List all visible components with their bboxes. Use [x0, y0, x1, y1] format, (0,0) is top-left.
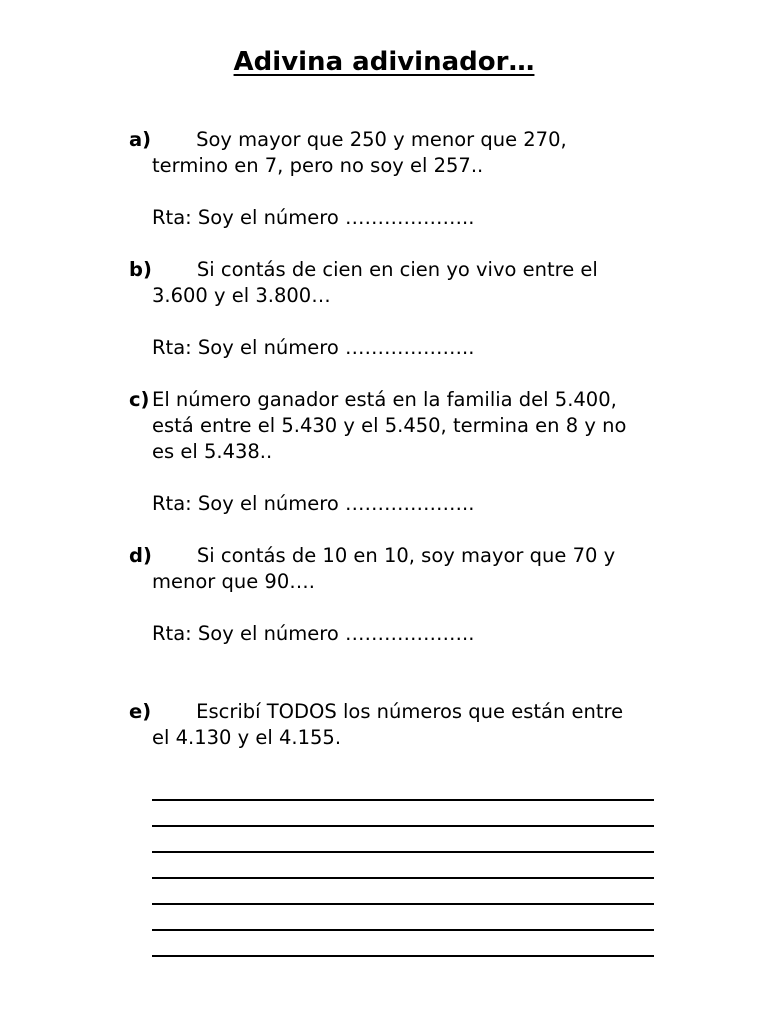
writing-line[interactable] — [152, 929, 654, 931]
question-marker: e) — [129, 700, 152, 723]
question-c — [129, 387, 659, 465]
writing-line[interactable] — [152, 851, 654, 853]
question-marker: d) — [129, 544, 152, 567]
answer-line-b: Rta: Soy el número ……………….. — [152, 336, 475, 359]
answer-line-c: Rta: Soy el número ……………….. — [152, 492, 475, 515]
answer-line-d: Rta: Soy el número ……………….. — [152, 622, 475, 645]
question-text-line: El número ganador está en la familia del 5.400, — [152, 388, 617, 411]
question-text-line: está entre el 5.430 y el 5.450, termina en 8 y no — [152, 414, 627, 437]
answer-line-a: Rta: Soy el número ……………….. — [152, 206, 475, 229]
writing-line[interactable] — [152, 825, 654, 827]
question-b — [129, 257, 659, 309]
writing-line[interactable] — [152, 955, 654, 957]
question-text-line: Soy mayor que 250 y menor que 270, — [196, 128, 567, 151]
question-text-line: Si contás de 10 en 10, soy mayor que 70 y — [196, 544, 616, 567]
question-marker: a) — [129, 128, 152, 151]
question-a — [129, 127, 659, 179]
question-text-line: es el 5.438.. — [152, 440, 273, 463]
title-text: Adivina adivinador… — [233, 47, 535, 77]
writing-line[interactable] — [152, 903, 654, 905]
question-marker: b) — [129, 258, 152, 281]
question-marker: c) — [129, 388, 150, 411]
question-text-line: menor que 90…. — [152, 570, 315, 593]
writing-line[interactable] — [152, 799, 654, 801]
question-text-line: 3.600 y el 3.800… — [152, 284, 331, 307]
writing-lines — [152, 799, 654, 981]
page-title — [0, 44, 768, 80]
question-d — [129, 543, 659, 595]
question-text-line: Si contás de cien en cien yo vivo entre el — [196, 258, 598, 281]
question-e — [129, 699, 659, 751]
question-text-line: Escribí TODOS los números que están entre — [196, 700, 624, 723]
writing-line[interactable] — [152, 877, 654, 879]
question-text-line: el 4.130 y el 4.155. — [152, 726, 342, 749]
question-text-line: termino en 7, pero no soy el 257.. — [152, 154, 484, 177]
